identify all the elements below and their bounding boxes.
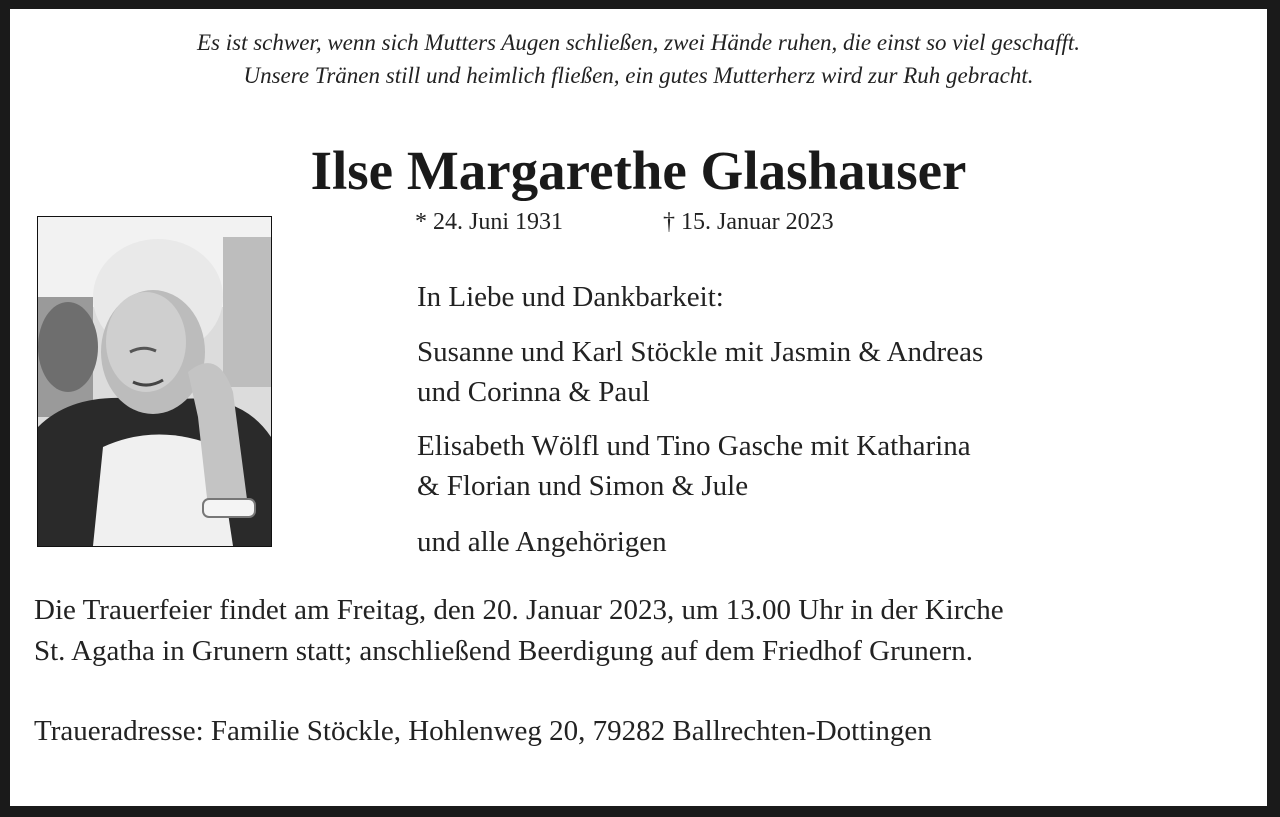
birth-date: * 24. Juni 1931 — [415, 209, 564, 235]
other-relatives: und alle Angehörigen — [417, 526, 667, 558]
deceased-name: Ilse Margarethe Glashauser — [310, 140, 967, 201]
funeral-info-line-1: Die Trauerfeier findet am Freitag, den 20. Januar 2023, um 13.00 Uhr in der Kirche — [34, 594, 1004, 626]
family-1-line-2: und Corinna & Paul — [417, 376, 650, 408]
verse-line-1: Es ist schwer, wenn sich Mutters Augen schließen, zwei Hände ruhen, die einst so viel geschafft. — [196, 30, 1081, 55]
verse-line-2: Unsere Tränen still und heimlich fließen, ein gutes Mutterherz wird zur Ruh gebracht. — [243, 63, 1034, 88]
funeral-info-line-2: St. Agatha in Grunern statt; anschließend Beerdigung auf dem Friedhof Grunern. — [34, 635, 974, 667]
mourners-intro: In Liebe und Dankbarkeit: — [417, 281, 724, 313]
family-2-line-2: & Florian und Simon & Jule — [417, 470, 749, 502]
family-1-line-1: Susanne und Karl Stöckle mit Jasmin & Andreas — [417, 336, 984, 368]
death-date: † 15. Januar 2023 — [663, 209, 834, 235]
obituary-card — [10, 9, 1267, 806]
family-2-line-1: Elisabeth Wölfl und Tino Gasche mit Katharina — [417, 430, 971, 462]
portrait-photo — [37, 216, 272, 547]
mourning-address: Traueradresse: Familie Stöckle, Hohlenweg 20, 79282 Ballrechten-Dottingen — [34, 715, 932, 747]
memorial-verse — [10, 26, 1267, 92]
